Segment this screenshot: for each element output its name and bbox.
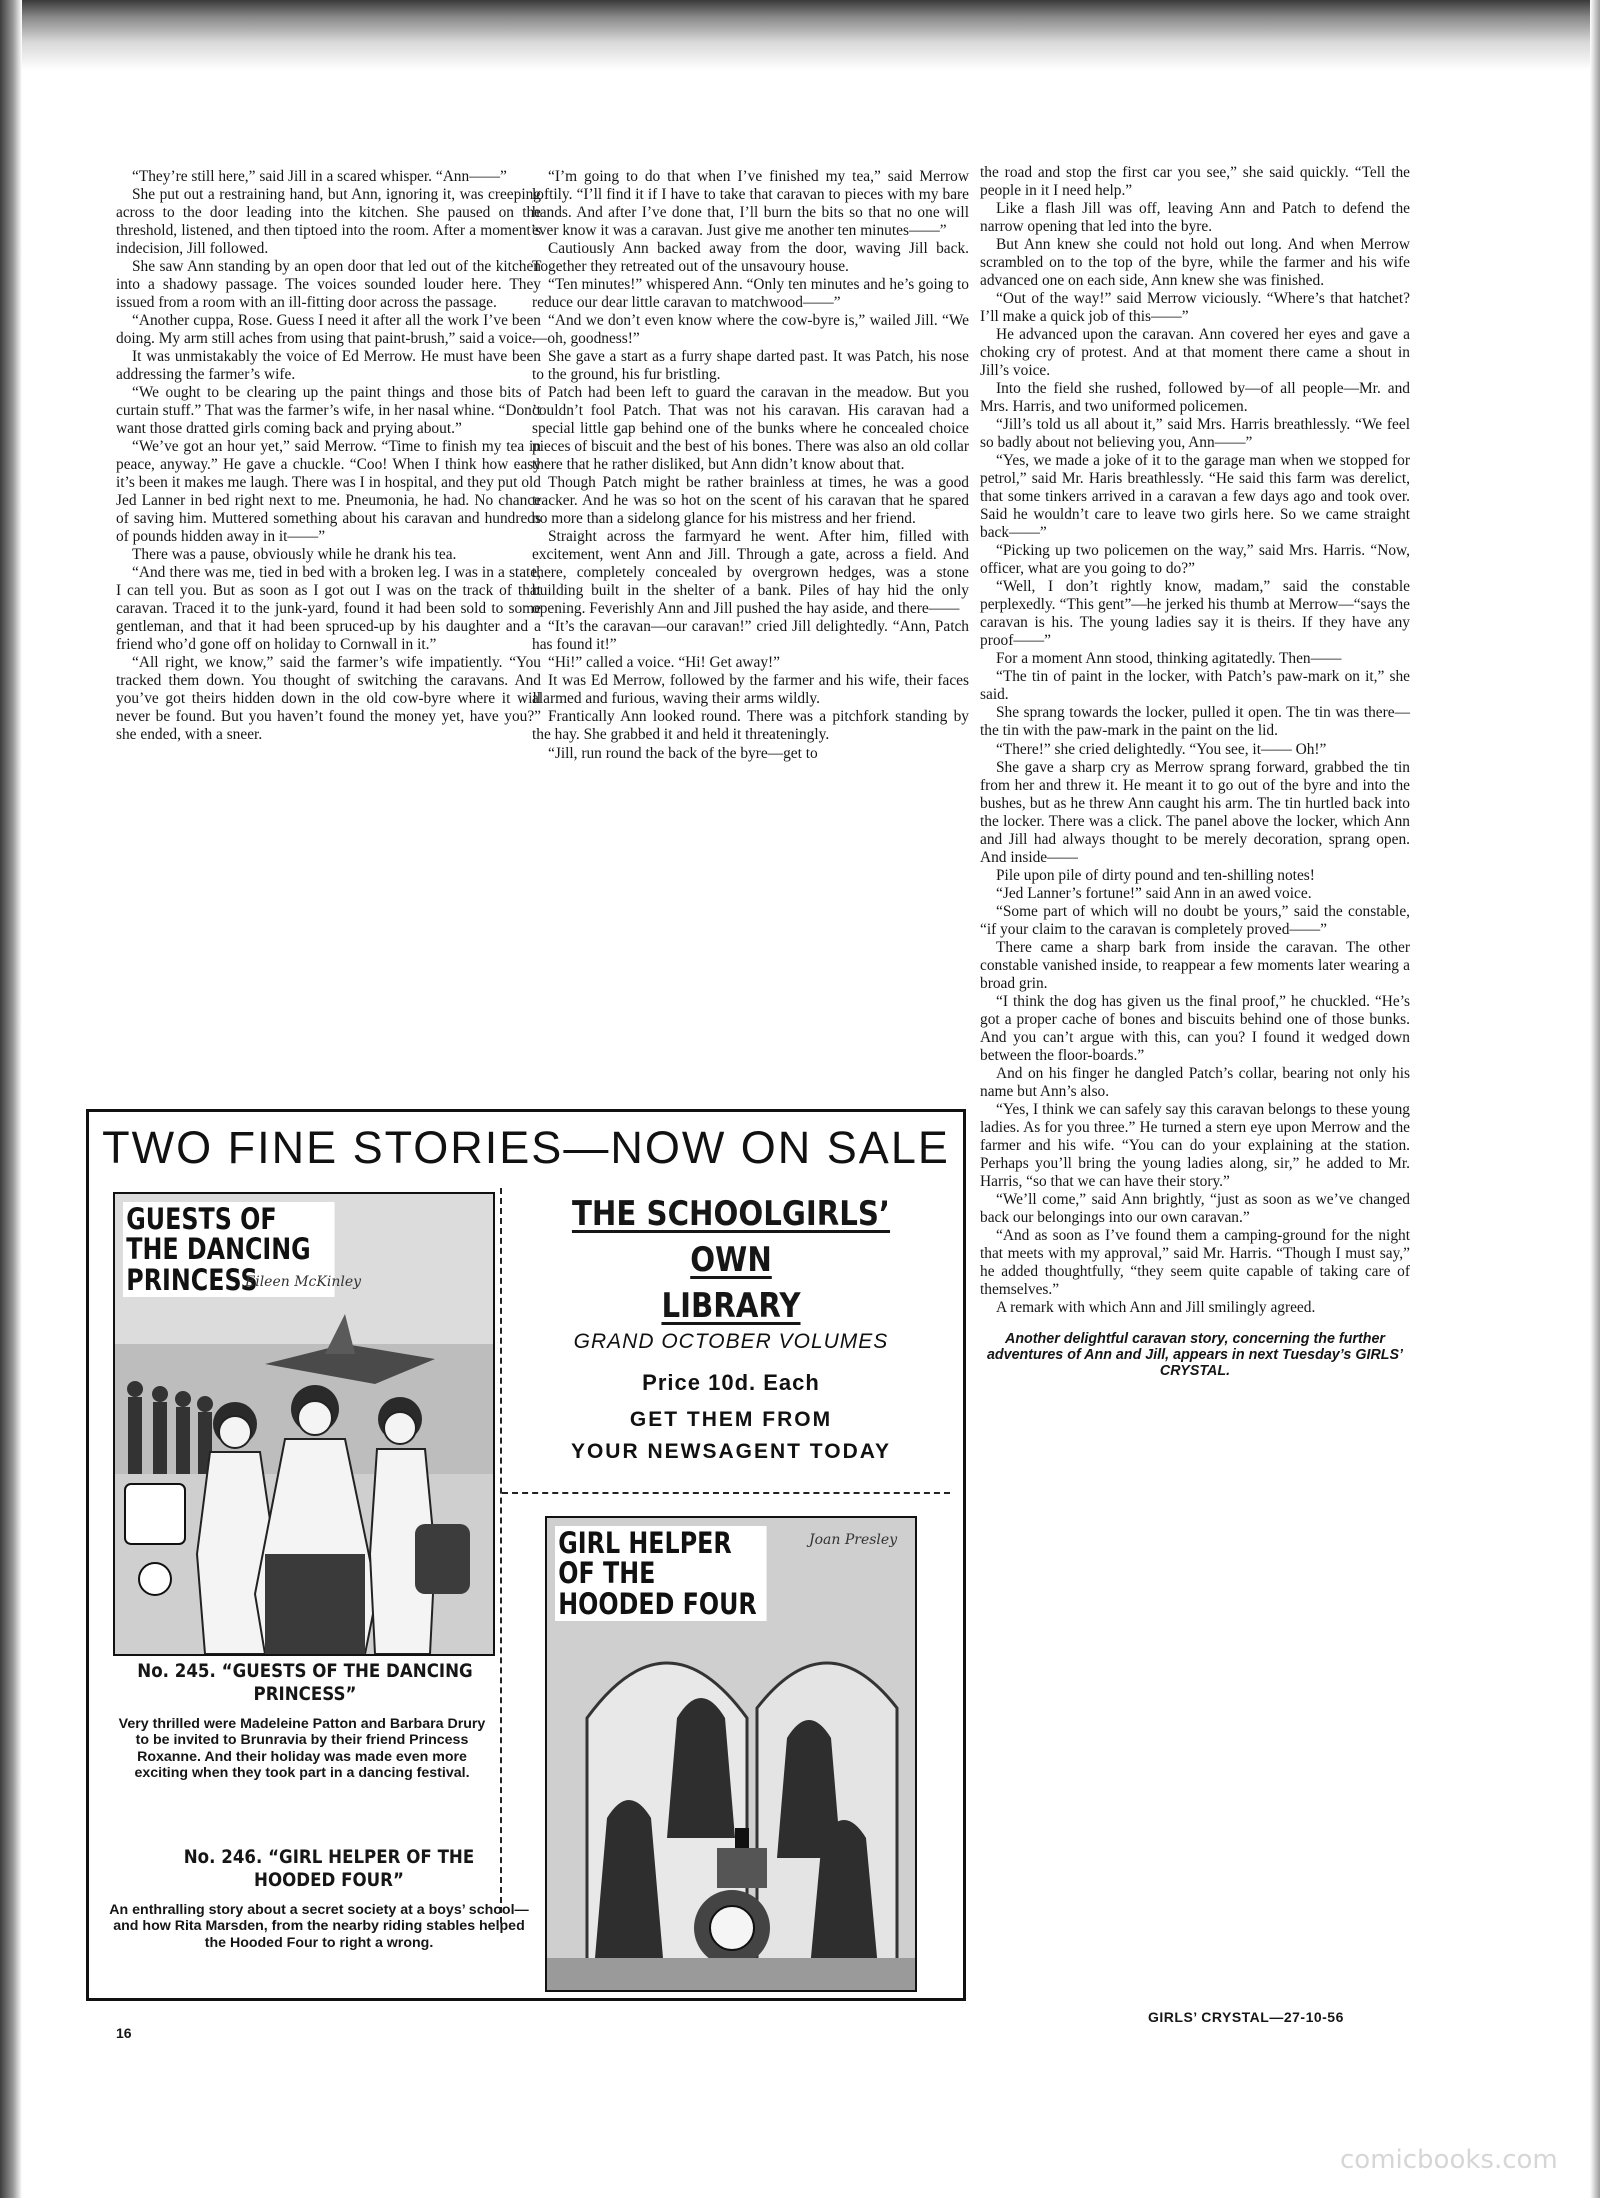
cover-author-246: Joan Presley [809, 1532, 898, 1548]
library-advertisement [86, 1109, 966, 2001]
story-paragraph: “Some part of which will no doubt be yours,” said the constable, “if your claim to the caravan is completely proved——” [980, 902, 1410, 938]
story-column-3-paragraphs [980, 164, 1410, 1317]
story-paragraph: Pile upon pile of dirty pound and ten-shilling notes! [996, 866, 1315, 884]
story-paragraph: She sprang towards the locker, pulled it open. The tin was there—the tin with the paw-mark in the paint on the lid. [980, 704, 1410, 740]
story-paragraph: A remark with which Ann and Jill smilingly agreed. [996, 1298, 1316, 1316]
volume-246-description: An enthralling story about a secret society at a boys’ school—and how Rita Marsden, from the nearby riding stables helped the Hooded Four to right a wrong. [109, 1902, 529, 1951]
story-paragraph: “The tin of paint in the locker, with Patch’s paw-mark on it,” she said. [980, 668, 1410, 704]
ad-divider-horizontal [502, 1492, 950, 1494]
cover-title-246: GIRL HELPER OF THE HOODED FOUR [555, 1526, 767, 1621]
story-column-1 [116, 168, 541, 745]
volumes-label: GRAND OCTOBER VOLUMES [573, 1330, 889, 1353]
story-paragraph: She saw Ann standing by an open door that led out of the kitchen into a shadowy passage. The voices sounded louder here. They issued from a room with an ill-fitting door across the passage. [116, 258, 541, 312]
book-cover-245 [113, 1192, 495, 1656]
story-paragraph: “Jill’s told us all about it,” said Mrs. Harris breathlessly. “We feel so badly about not believing you, Ann——” [980, 416, 1410, 452]
story-paragraph: “And as soon as I’ve found them a camping-ground for the night that meets with my approval,” said Mr. Harris. “Though I must say,” he added thoughtfully, “they seem quite capable of taking care of themselves.” [980, 1226, 1410, 1298]
ad-headline: TWO FINE STORIES—NOW ON SALE [102, 1122, 950, 1173]
story-paragraph: “Out of the way!” said Merrow viciously. “Where’s that hatchet? I’ll make a quick job of this——” [980, 290, 1410, 326]
library-title [550, 1192, 911, 1330]
get-them-label: GET THEM FROM [629, 1408, 833, 1431]
story-paragraph: For a moment Ann stood, thinking agitatedly. Then—— [996, 650, 1342, 668]
story-column-3 [980, 164, 1410, 1379]
story-paragraph: It was Ed Merrow, followed by the farmer and his wife, their faces alarmed and furious, waving their arms wildly. [532, 672, 969, 708]
masthead-date: GIRLS’ CRYSTAL—27-10-56 [1148, 2009, 1344, 2025]
story-paragraph: He advanced upon the caravan. Ann covered her eyes and gave a choking cry of protest. And at that moment there came a shout in Jill’s voice. [980, 326, 1410, 380]
story-paragraph: And on his finger he dangled Patch’s collar, bearing not only his name but Ann’s also. [980, 1064, 1410, 1100]
story-paragraph: “There!” she cried delightedly. “You see, it—— Oh!” [996, 740, 1327, 758]
volume-246-heading: No. 246. “GIRL HELPER OF THE HOODED FOUR” [183, 1847, 475, 1892]
story-paragraph: “We’ll come,” said Ann brightly, “just as soon as we’ve changed back our belongings into our own caravan.” [980, 1190, 1410, 1226]
story-paragraph: Patch had been left to guard the caravan in the meadow. But you couldn’t fool Patch. That was not his caravan. His caravan had a special little gap behind one of the bunks where he concealed choice pieces of biscuit and the best of his bones. There was also an old collar there that he rather disliked, but Ann didn’t know about that. [532, 384, 969, 474]
volume-245-heading: No. 245. “GUESTS OF THE DANCING PRINCESS” [137, 1661, 473, 1706]
story-paragraph: “It’s the caravan—our caravan!” cried Jill delightedly. “Ann, Patch has found it!” [532, 618, 969, 654]
book-cover-246 [545, 1516, 917, 1992]
story-column-2 [532, 168, 969, 763]
story-paragraph: Cautiously Ann backed away from the door, waving Jill back. Together they retreated out of the unsavoury house. [532, 240, 969, 276]
library-title-line-1: THE SCHOOLGIRLS’ OWN [571, 1194, 891, 1280]
story-paragraph: Frantically Ann looked round. There was a pitchfork standing by the hay. She grabbed it and held it threateningly. [532, 708, 969, 744]
story-paragraph: She put out a restraining hand, but Ann, ignoring it, was creeping across to the door leading into the kitchen. She paused on the threshold, listened, and then tiptoed into the room. After a moment’s indecision, Jill followed. [116, 186, 541, 258]
story-paragraph: “Hi!” called a voice. “Hi! Get away!” [548, 654, 781, 672]
story-paragraph: “Another cuppa, Rose. Guess I need it after all the work I’ve been doing. My arm still aches from using that paint-brush,” said a voice. [116, 312, 541, 348]
story-paragraph: “Jed Lanner’s fortune!” said Ann in an awed voice. [996, 884, 1312, 902]
story-paragraph: “Picking up two policemen on the way,” said Mrs. Harris. “Now, officer, what are you going to do?” [980, 542, 1410, 578]
story-paragraph: “They’re still here,” said Jill in a scared whisper. “Ann——” [132, 168, 507, 185]
story-paragraph: She gave a start as a furry shape darted past. It was Patch, his nose to the ground, his fur bristling. [532, 348, 969, 384]
story-paragraph: Straight across the farmyard he went. After him, filled with excitement, went Ann and Jill. Through a gate, across a field. And there, completely concealed by overgrown hedges, was a stone building built in the shelter of a bank. Piles of hay hid the only opening. Feverishly Ann and Jill pushed the hay aside, and there—— [532, 528, 969, 618]
story-paragraph: “I’m going to do that when I’ve finished my tea,” said Merrow loftily. “I’ll find it if I have to take that caravan to pieces with my bare hands. And after I’ve done that, I’ll burn the bits so that no one will ever know it was a caravan. Just give me another ten minutes——” [532, 168, 969, 240]
story-paragraph: Like a flash Jill was off, leaving Ann and Patch to defend the narrow opening that led into the byre. [980, 200, 1410, 236]
cover-author-245: Eileen McKinley [245, 1274, 362, 1290]
next-issue-teaser: Another delightful caravan story, concerning the further adventures of Ann and Jill, appears in next Tuesday’s GIRLS’ CRYSTAL. [986, 1331, 1404, 1379]
story-paragraph: There was a pause, obviously while he drank his tea. [132, 546, 457, 564]
story-paragraph: There came a sharp bark from inside the caravan. The other constable vanished inside, to reappear a few moments later wearing a broad grin. [980, 938, 1410, 992]
ad-divider-vertical [500, 1188, 502, 1923]
scan-edge-top [0, 0, 1600, 70]
story-paragraph: “Yes, I think we can safely say this caravan belongs to these young ladies. As for you three.” He turned a stern eye upon Merrow and the farmer and his wife. “You can do your explaining at the station. Perhaps you’ll bring the young ladies along, sir,” he added to Mr. Harris, “so that we can have their story.” [980, 1100, 1410, 1190]
story-paragraph: the road and stop the first car you see,” she said quickly. “Tell the people in it I need help.” [980, 164, 1410, 200]
story-paragraph: She gave a sharp cry as Merrow sprang forward, grabbed the tin from her and threw it. He meant it to go out of the byre and into the bushes, but as he threw Ann caught his arm. The tin hurtled back into the locker. There was a click. The panel above the locker, which Ann and Jill had always thought to be merely decoration, sprang open. And inside—— [980, 758, 1410, 866]
story-paragraph: “All right, we know,” said the farmer’s wife impatiently. “You tracked them down. You thought of switching the caravans. And you’ve got theirs hidden down in the old cow-byre where it will never be found. But you haven’t found the money yet, have you?” she ended, with a sneer. [116, 654, 541, 744]
volume-245-description: Very thrilled were Madeleine Patton and Barbara Drury to be invited to Brunravia by their friend Princess Roxanne. And their holiday was made even more exciting when they took part in a dancing festival. [118, 1716, 486, 1782]
story-paragraph: Though Patch might be rather brainless at times, he was a good tracker. And he was so hot on the scent of his caravan that he spared no more than a sidelong glance for his mistress and her friend. [532, 474, 969, 528]
price-label: Price 10d. Each [642, 1370, 820, 1395]
page-number: 16 [116, 2025, 132, 2041]
library-title-line-2: LIBRARY [661, 1285, 801, 1326]
site-watermark: comicbooks.com [1340, 2145, 1558, 2175]
story-paragraph: “Ten minutes!” whispered Ann. “Only ten minutes and he’s going to reduce our dear little caravan to matchwood——” [532, 276, 969, 312]
story-paragraph: “I think the dog has given us the final proof,” he chuckled. “He’s got a proper cache of bones and biscuits behind one of those bunks. And you can’t argue with this, can you? I found it wedged down between the floor-boards.” [980, 992, 1410, 1064]
newsagent-label: YOUR NEWSAGENT TODAY [570, 1440, 892, 1463]
story-paragraph: “We ought to be clearing up the paint things and those bits of curtain stuff.” That was the farmer’s wife, in her nasal whine. “Don’t want those dratted girls coming back and prying about.” [116, 384, 541, 438]
story-paragraph: It was unmistakably the voice of Ed Merrow. He must have been addressing the farmer’s wife. [116, 348, 541, 384]
cover-title-245: GUESTS OF THE DANCING PRINCESS [123, 1202, 335, 1297]
story-paragraph: “And we don’t even know where the cow-byre is,” wailed Jill. “We—oh, goodness!” [532, 312, 969, 348]
scan-edge-left [0, 0, 22, 2198]
story-paragraph: Into the field she rushed, followed by—of all people—Mr. and Mrs. Harris, and two uniformed policemen. [980, 380, 1410, 416]
story-paragraph: “Jill, run round the back of the byre—get to [548, 744, 818, 762]
story-paragraph: “We’ve got an hour yet,” said Merrow. “Time to finish my tea in peace, anyway.” He gave a chuckle. “Coo! When I think how easy it’s been it makes me laugh. There was I in hospital, and they put old Jed Lanner in bed right next to me. Pneumonia, he had. No chance of saving him. Muttered something about his caravan and hundreds of pounds hidden away in it——” [116, 438, 541, 546]
story-paragraph: “Well, I don’t rightly know, madam,” said the constable perplexedly. “This gent”—he jerked his thumb at Merrow—“says the caravan is his. The young ladies say it is theirs. If they have any proof——” [980, 578, 1410, 650]
scan-edge-right [1590, 0, 1600, 2198]
story-paragraph: “Yes, we made a joke of it to the garage man when we stopped for petrol,” said Mr. Haris breathlessly. “He said this farm was derelict, that some tinkers arrived in a caravan a few days ago and took over. Said he wouldn’t care to leave two girls here. So we came straight back——” [980, 452, 1410, 542]
story-paragraph: “And there was me, tied in bed with a broken leg. I was in a state, I can tell you. But as soon as I got out I was on the track of that caravan. Traced it to the junk-yard, found it had been sold to some gentleman, and that it had been spruced-up by his daughter and a friend who’d gone off on holiday to Cornwall in it.” [116, 564, 541, 654]
story-paragraph: But Ann knew she could not hold out long. And when Merrow scrambled on to the top of the byre, while the farmer and his wife advanced one on each side, Ann knew she was finished. [980, 236, 1410, 290]
